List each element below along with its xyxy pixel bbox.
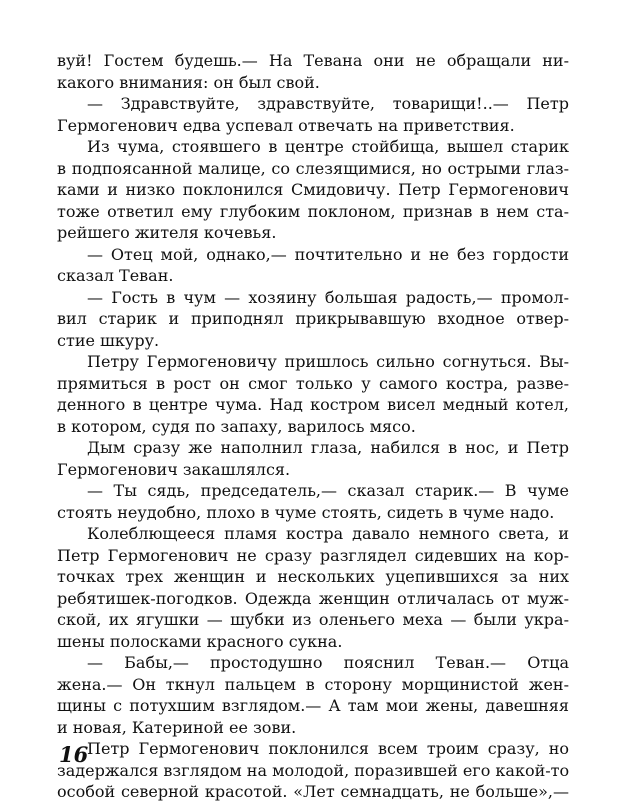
text-line: рейшего жителя кочевья. [57, 223, 277, 242]
text-line: особой северной красотой. «Лет семнадцать, не больше»,— [57, 782, 569, 801]
text-line: стоять неудобно, плохо в чуме стоять, сидеть в чуме надо. [57, 502, 555, 522]
text-line: стие шкуру. [57, 330, 160, 350]
book-page [57, 50, 569, 801]
text-line: — Здравствуйте, здравствуйте, товарищи!..— Петр [87, 94, 569, 113]
text-line: ками и низко поклонился Смидовичу. Петр Гермогенович [57, 180, 569, 199]
text-line: тоже ответил ему глубоким поклоном, признав в нем ста- [57, 201, 569, 221]
text-line: — Отец мой, однако,— почтительно и не без гордости [87, 244, 569, 264]
text-line: — Ты сядь, председатель,— сказал старик.— В чуме [87, 481, 569, 500]
text-line: точках трех женщин и нескольких уцепившихся за них [57, 567, 569, 586]
text-line: — Бабы,— простодушно пояснил Теван.— Отца [87, 653, 569, 672]
page-text [57, 50, 569, 803]
text-line: и новая, Катериной ее зови. [57, 717, 297, 737]
text-line: щины с потухшим взглядом.— А там мои жены, давешняя [57, 696, 569, 715]
text-line: сказал Теван. [57, 266, 174, 285]
text-line: в подпоясанной малице, со слезящимися, но острыми глаз- [57, 158, 569, 178]
text-line: шены полосками красного сукна. [57, 631, 343, 651]
text-line: вуй! Гостем будешь.— На Тевана они не обращали ни- [57, 51, 569, 70]
text-line: в котором, судя по запаху, варилось мясо. [57, 416, 416, 436]
text-line: какого внимания: он был свой. [57, 72, 320, 92]
text-line: Гермогенович закашлялся. [57, 459, 291, 479]
text-line: задержался взглядом на молодой, поразившей его какой-то [57, 760, 569, 780]
text-line: Дым сразу же наполнил глаза, набился в нос, и Петр [87, 438, 569, 457]
text-line: жена.— Он ткнул пальцем в сторону морщинистой жен- [57, 674, 569, 694]
text-line: Петр Гермогенович не сразу разглядел сидевших на кор- [57, 545, 569, 565]
text-line: Колеблющееся пламя костра давало немного света, и [87, 524, 569, 543]
text-line: ской, их ягушки — шубки из оленьего меха — были укра- [57, 610, 569, 629]
text-line: денного в центре чума. Над костром висел медный котел, [57, 395, 569, 414]
text-line: Петру Гермогеновичу пришлось сильно согнуться. Вы- [87, 352, 569, 371]
text-line: — Гость в чум — хозяину большая радость,— промол- [87, 287, 569, 307]
text-line: Из чума, стоявшего в центре стойбища, вышел старик [87, 137, 569, 156]
text-line: вил старик и приподнял прикрывавшую входное отвер- [57, 309, 569, 328]
text-line: ребятишек-погодков. Одежда женщин отличалась от муж- [57, 588, 569, 608]
text-line: Гермогенович едва успевал отвечать на приветствия. [57, 115, 515, 135]
text-line: Петр Гермогенович поклонился всем троим сразу, но [87, 739, 569, 758]
page-number: 16 [59, 742, 89, 767]
text-line: прямиться в рост он смог только у самого костра, разве- [57, 373, 569, 393]
